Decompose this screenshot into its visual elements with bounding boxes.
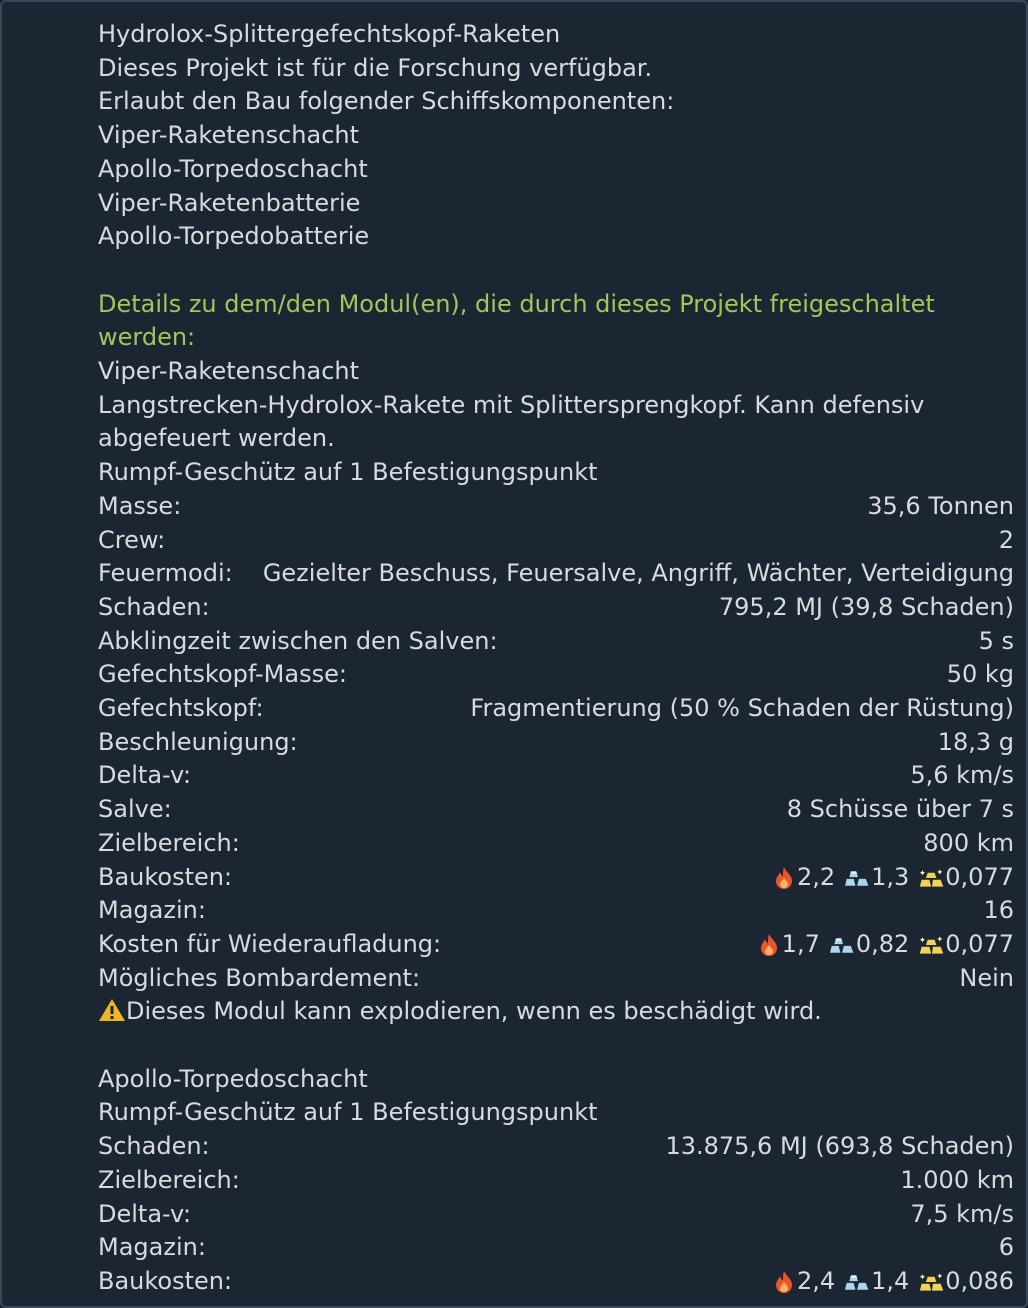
stat-label: Zielbereich: — [98, 1165, 240, 1194]
stat-row-magazine — [98, 894, 1014, 928]
stat-row — [98, 658, 1014, 692]
stat-label: Baukosten: — [98, 862, 233, 891]
stat-label: Magazin: — [98, 1233, 206, 1262]
stat-value: Fragmentierung (50 % Schaden der Rüstung) — [470, 694, 1014, 723]
stat-value: 795,2 MJ (39,8 Schaden) — [718, 592, 1014, 621]
stat-row — [98, 726, 1014, 760]
stat-label: Beschleunigung: — [98, 727, 298, 756]
exotic-amount: 0,086 — [945, 1266, 1014, 1295]
stat-row — [98, 1164, 1014, 1198]
exotic-gold-icon — [919, 928, 945, 962]
stat-row — [98, 1198, 1014, 1232]
stat-label: Schaden: — [98, 1132, 210, 1161]
stat-label: Magazin: — [98, 896, 206, 925]
module-mount: Rumpf-Geschütz auf 1 Befestigungspunkt — [98, 1098, 598, 1127]
stat-value: 13.875,6 MJ (693,8 Schaden) — [665, 1132, 1014, 1161]
stat-label: Masse: — [98, 491, 182, 520]
fuel-amount: 1,7 — [781, 929, 820, 958]
metal-ingot-icon — [845, 861, 871, 895]
component-item: Viper-Raketenbatterie — [98, 188, 361, 217]
module-name: Apollo-Torpedoschacht — [98, 1064, 368, 1093]
stat-label: Delta-v: — [98, 1199, 192, 1228]
stat-label: Zielbereich: — [98, 828, 240, 857]
project-title: Hydrolox-Splittergefechtskopf-Raketen — [98, 20, 561, 48]
stat-row-build-cost — [98, 861, 1014, 895]
stat-row — [98, 625, 1014, 659]
fuel-flame-icon — [771, 861, 797, 895]
explosion-warning — [98, 995, 1014, 1029]
stat-label: Schaden: — [98, 592, 210, 621]
exotic-gold-icon — [919, 1265, 945, 1299]
fuel-flame-icon — [771, 1265, 797, 1299]
module-mount: Rumpf-Geschütz auf 1 Befestigungspunkt — [98, 458, 598, 487]
metal-ingot-icon — [830, 928, 856, 962]
fuel-flame-icon — [756, 928, 782, 962]
exotic-gold-icon — [919, 861, 945, 895]
stat-row-build-cost — [98, 1265, 1014, 1299]
stat-value: 2 — [998, 525, 1014, 554]
stat-value: 16 — [983, 896, 1014, 925]
stat-value: 5,6 km/s — [910, 761, 1014, 790]
details-heading: Details zu dem/den Modul(en), die durch dieses Projekt freigeschaltet werden: — [98, 289, 935, 352]
stat-row — [98, 524, 1014, 558]
stat-row — [98, 557, 1014, 591]
stat-value: 7,5 km/s — [910, 1199, 1014, 1228]
stat-row — [98, 793, 1014, 827]
allows-text: Erlaubt den Bau folgender Schiffskomponenten: — [98, 87, 675, 116]
stat-value: 18,3 g — [937, 727, 1014, 756]
stat-row — [98, 490, 1014, 524]
metal-amount: 0,82 — [855, 929, 910, 958]
stat-label: Delta-v: — [98, 761, 192, 790]
warning-triangle-icon — [98, 997, 126, 1025]
stat-value: 35,6 Tonnen — [867, 491, 1014, 520]
stat-label: Abklingzeit zwischen den Salven: — [98, 626, 498, 655]
stat-value: 800 km — [923, 828, 1014, 857]
component-item: Viper-Raketenschacht — [98, 121, 360, 150]
cost-value — [756, 928, 1014, 962]
exotic-amount: 0,077 — [945, 929, 1014, 958]
stat-label: Kosten für Wiederaufladung: — [98, 929, 442, 958]
stat-value: Nein — [959, 963, 1014, 992]
fuel-amount: 2,4 — [796, 1266, 836, 1295]
stat-label: Mögliches Bombardement: — [98, 963, 421, 992]
stat-value: 50 kg — [946, 660, 1014, 689]
stat-label: Gefechtskopf-Masse: — [98, 660, 347, 689]
stat-row — [98, 827, 1014, 861]
module-stats — [98, 490, 1014, 861]
stat-row — [98, 759, 1014, 793]
metal-ingot-icon — [845, 1265, 871, 1299]
spacer — [98, 1029, 1014, 1063]
warning-text: Dieses Modul kann explodieren, wenn es beschädigt wird. — [126, 997, 822, 1026]
cost-value — [771, 861, 1014, 895]
component-item: Apollo-Torpedobatterie — [98, 222, 370, 251]
stat-value: 1.000 km — [900, 1165, 1014, 1194]
fuel-amount: 2,2 — [796, 862, 836, 891]
stat-row — [98, 591, 1014, 625]
stat-row — [98, 1231, 1014, 1265]
metal-amount: 1,4 — [871, 1266, 910, 1295]
stat-value: 8 Schüsse über 7 s — [786, 795, 1014, 824]
stat-label: Salve: — [98, 795, 172, 824]
module-stats — [98, 1130, 1014, 1265]
module-name: Viper-Raketenschacht — [98, 357, 360, 386]
cost-value — [771, 1265, 1014, 1299]
stat-label: Baukosten: — [98, 1266, 233, 1295]
availability-text: Dieses Projekt ist für die Forschung verfügbar. — [98, 53, 653, 82]
stat-row — [98, 1130, 1014, 1164]
stat-label: Crew: — [98, 525, 166, 554]
module-description: Langstrecken-Hydrolox-Rakete mit Splittersprengkopf. Kann defensiv abgefeuert werden. — [98, 390, 925, 453]
component-item: Apollo-Torpedoschacht — [98, 154, 368, 183]
stat-label: Feuermodi: — [98, 559, 233, 588]
spacer — [98, 254, 1014, 288]
tooltip-content — [98, 18, 1014, 1299]
stat-row-bombard — [98, 962, 1014, 996]
stat-label: Gefechtskopf: — [98, 694, 264, 723]
stat-value: 5 s — [978, 626, 1014, 655]
stat-row — [98, 692, 1014, 726]
stat-value: 6 — [998, 1233, 1014, 1262]
stat-row-reload-cost — [98, 928, 1014, 962]
exotic-amount: 0,077 — [945, 862, 1014, 891]
metal-amount: 1,3 — [871, 862, 910, 891]
stat-value: Gezielter Beschuss, Feuersalve, Angriff, Wächter, Verteidigung — [262, 559, 1014, 588]
